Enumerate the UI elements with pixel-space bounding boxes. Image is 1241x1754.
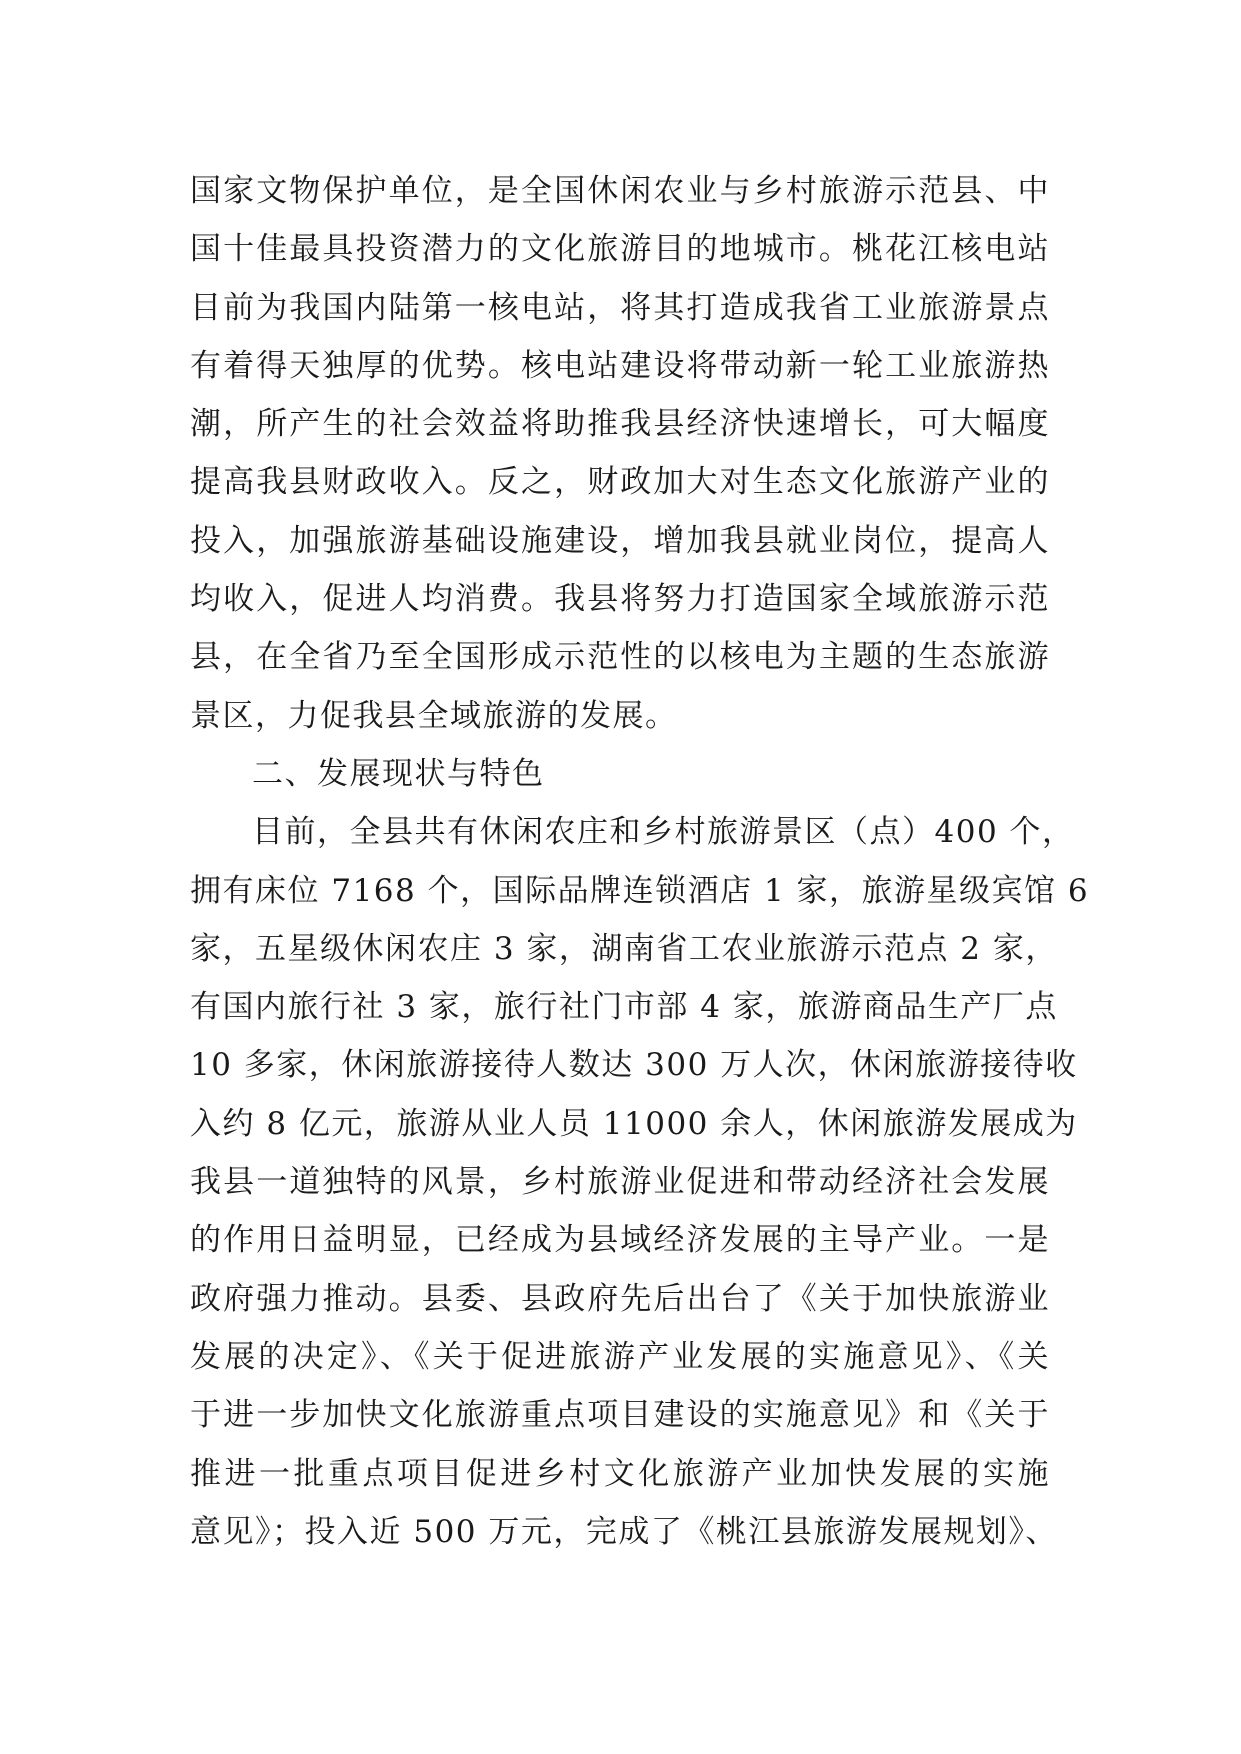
paragraph-1-line-1: 国家文物保护单位，是全国休闲农业与乡村旅游示范县、中 (190, 173, 1050, 209)
paragraph-2-line-11: 于进一步加快文化旅游重点项目建设的实施意见》和《关于 (190, 1397, 1050, 1434)
paragraph-2-line-1: 目前，全县共有休闲农庄和乡村旅游景区（点）400 个， (252, 814, 1075, 851)
paragraph-2-line-10: 发展的决定》、《关于促进旅游产业发展的实施意见》、《关 (190, 1338, 1050, 1375)
paragraph-2-line-4: 有国内旅行社 3 家，旅行社门市部 4 家，旅游商品生产厂点 (190, 989, 1058, 1026)
paragraph-1-line-9: 县，在全省乃至全国形成示范性的以核电为主题的生态旅游 (190, 639, 1050, 676)
paragraph-1-line-5: 潮，所产生的社会效益将助推我县经济快速增长，可大幅度 (190, 406, 1050, 443)
paragraph-2-line-8: 的作用日益明显，已经成为县域经济发展的主导产业。一是 (190, 1222, 1050, 1259)
paragraph-2-line-7: 我县一道独特的风景，乡村旅游业促进和带动经济社会发展 (190, 1164, 1050, 1201)
paragraph-2-line-9: 政府强力推动。县委、县政府先后出台了《关于加快旅游业 (190, 1280, 1050, 1317)
paragraph-1-line-6: 提高我县财政收入。反之，财政加大对生态文化旅游产业的 (190, 464, 1050, 501)
paragraph-1-line-8: 均收入，促进人均消费。我县将努力打造国家全域旅游示范 (190, 581, 1050, 618)
section-heading: 二、发展现状与特色 (252, 755, 545, 792)
paragraph-1-line-10: 景区，力促我县全域旅游的发展。 (190, 697, 678, 734)
paragraph-1-line-2: 国十佳最具投资潜力的文化旅游目的地城市。桃花江核电站 (190, 231, 1050, 268)
paragraph-1-line-4: 有着得天独厚的优势。核电站建设将带动新一轮工业旅游热 (190, 347, 1050, 384)
paragraph-2-line-3: 家，五星级休闲农庄 3 家，湖南省工农业旅游示范点 2 家， (190, 930, 1058, 967)
paragraph-2-line-13: 意见》；投入近 500 万元，完成了《桃江县旅游发展规划》、 (190, 1513, 1058, 1550)
paragraph-2-line-5: 10 多家，休闲旅游接待人数达 300 万人次，休闲旅游接待收 (190, 1047, 1078, 1084)
paragraph-2-line-2: 拥有床位 7168 个，国际品牌连锁酒店 1 家，旅游星级宾馆 6 (190, 872, 1090, 909)
paragraph-1-line-3: 目前为我国内陆第一核电站，将其打造成我省工业旅游景点 (190, 289, 1050, 326)
paragraph-2-line-6: 入约 8 亿元，旅游从业人员 11000 余人，休闲旅游发展成为 (190, 1105, 1078, 1142)
document-body (190, 162, 1090, 1561)
paragraph-2-line-12: 推进一批重点项目促进乡村文化旅游产业加快发展的实施 (190, 1455, 1050, 1492)
paragraph-1-line-7: 投入，加强旅游基础设施建设，增加我县就业岗位，提高人 (190, 522, 1050, 559)
